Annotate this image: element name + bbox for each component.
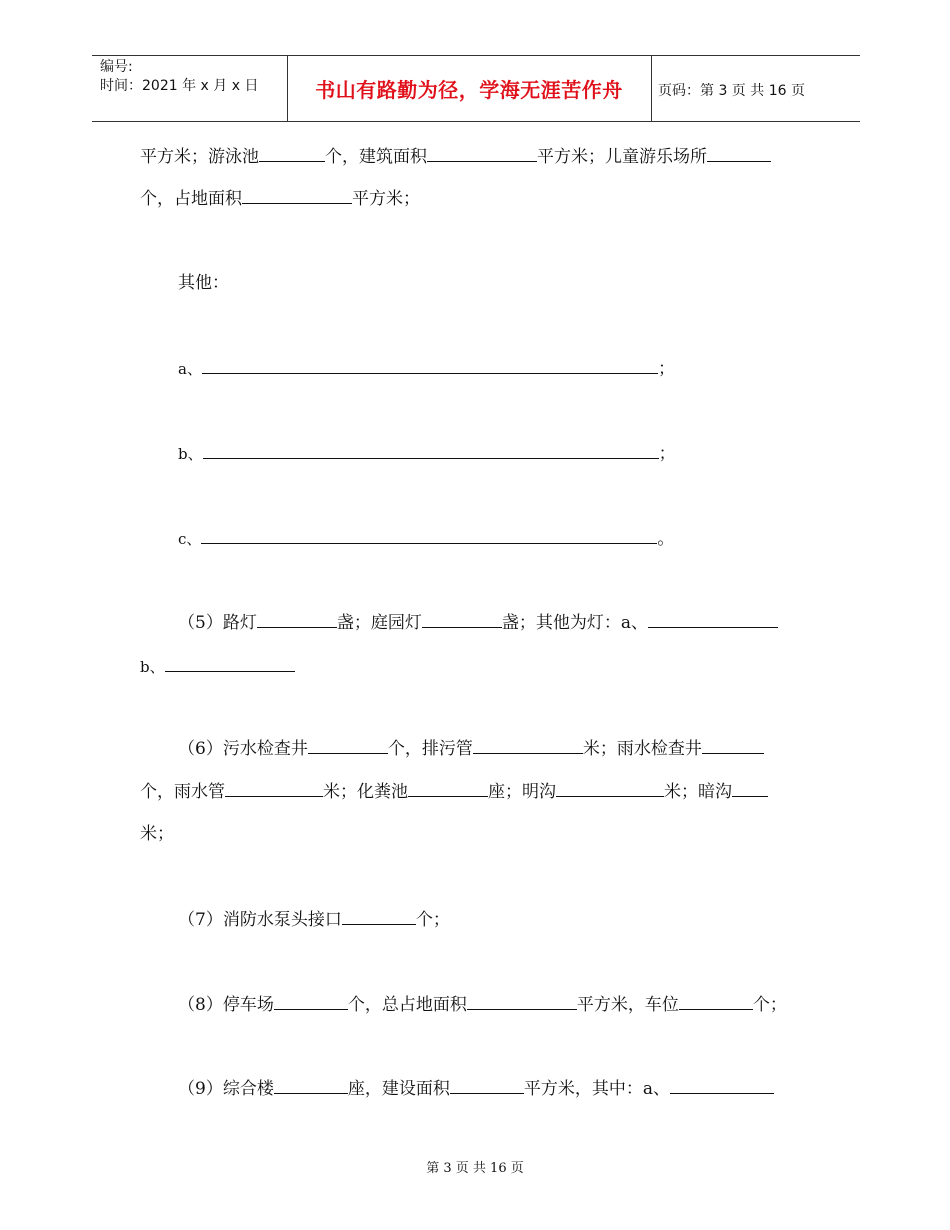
fill-blank[interactable]: [259, 145, 325, 162]
header-bottom-border: [92, 121, 860, 122]
fill-blank[interactable]: [274, 1077, 348, 1094]
header-divider: [651, 55, 652, 121]
item-8: （8）停车场 个，总占地面积 平方米，车位 个；: [178, 995, 787, 1015]
page-footer: 第 3 页 共 16 页: [426, 1161, 524, 1176]
fill-blank[interactable]: [257, 611, 337, 628]
item-7: （7）消防水泵头接口 个；: [178, 910, 450, 930]
fill-blank[interactable]: [467, 993, 577, 1010]
fill-blank[interactable]: [670, 1077, 774, 1094]
fill-blank[interactable]: [422, 611, 502, 628]
content-line: 个，占地面积 平方米；: [140, 189, 420, 209]
fill-blank[interactable]: [450, 1077, 524, 1094]
fill-blank[interactable]: [732, 780, 768, 797]
fill-blank[interactable]: [702, 737, 764, 754]
fill-blank[interactable]: [707, 145, 771, 162]
item-5-cont: b、: [140, 655, 295, 679]
fill-blank[interactable]: [556, 780, 664, 797]
item-9: （9）综合楼 座，建设面积 平方米，其中：a、: [178, 1077, 774, 1101]
fill-blank[interactable]: [274, 993, 348, 1010]
item-5: （5）路灯 盏；庭园灯 盏；其他为灯：a、: [178, 611, 778, 635]
fill-blank[interactable]: [242, 187, 352, 204]
fill-blank[interactable]: [473, 737, 583, 754]
fill-blank[interactable]: [679, 993, 753, 1010]
fill-blank[interactable]: [201, 527, 657, 544]
item-6-cont: 个，雨水管 米；化粪池 座；明沟 米；暗沟: [140, 780, 768, 804]
header-top-border: [92, 55, 860, 56]
fill-blank[interactable]: [203, 442, 659, 459]
fill-blank[interactable]: [225, 780, 323, 797]
other-heading: 其他：: [178, 273, 229, 293]
time-label: 时间：2021 年 x 月 x 日: [100, 78, 259, 94]
item-6-cont2: 米；: [140, 824, 174, 844]
fill-blank[interactable]: [202, 357, 658, 374]
fill-blank[interactable]: [408, 780, 488, 797]
header-motto: 书山有路勤为径，学海无涯苦作舟: [315, 78, 623, 102]
header-meta: [100, 58, 258, 96]
other-item-a: a、 ；: [178, 359, 675, 379]
other-item-b: b、 ；: [178, 444, 676, 464]
fill-blank[interactable]: [342, 908, 416, 925]
fill-blank[interactable]: [165, 655, 295, 672]
other-item-c: c、 。: [178, 529, 675, 549]
content-line: 平方米；游泳池 个，建筑面积 平方米；儿童游乐场所: [140, 145, 771, 169]
fill-blank[interactable]: [308, 737, 388, 754]
page-info: 页码：第 3 页 共 16 页: [658, 83, 805, 99]
fill-blank[interactable]: [427, 145, 537, 162]
fill-blank[interactable]: [648, 611, 778, 628]
item-6: （6）污水检查井 个，排污管 米；雨水检查井: [178, 737, 764, 761]
number-label: 编号:: [100, 59, 133, 75]
